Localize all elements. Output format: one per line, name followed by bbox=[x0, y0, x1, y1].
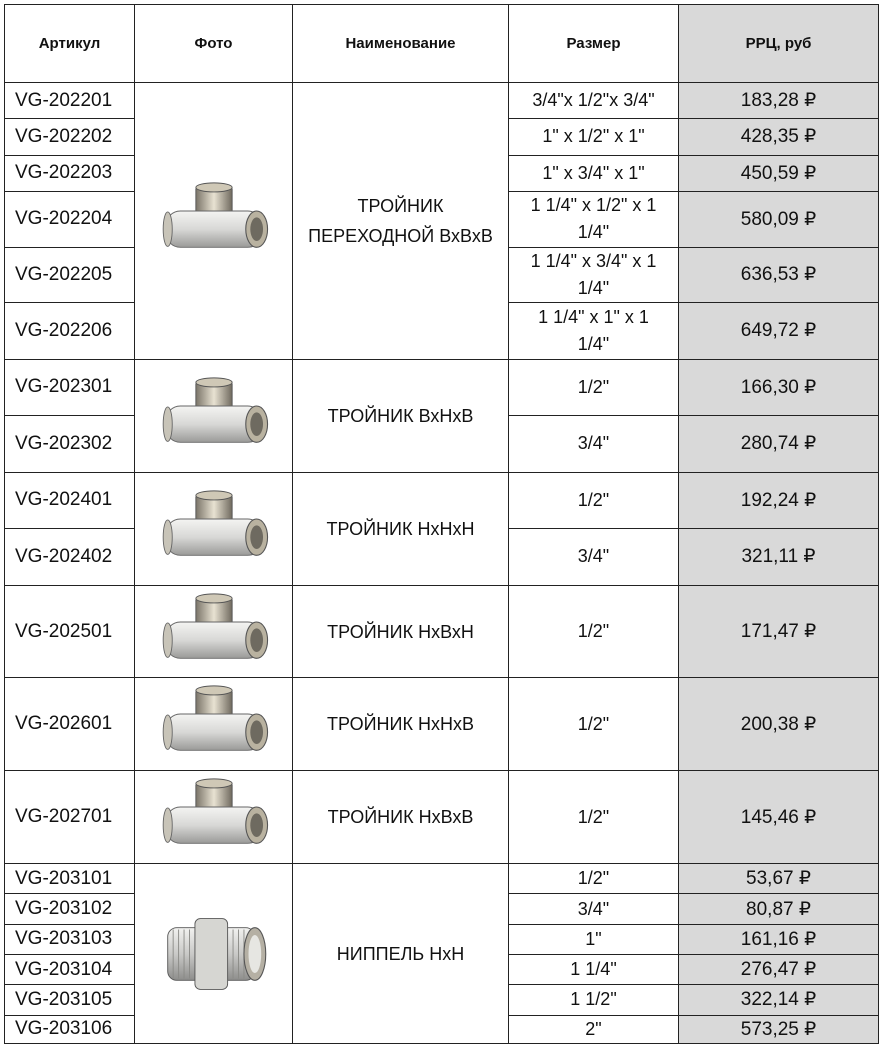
size-cell bbox=[509, 155, 679, 191]
product-name-cell: ТРОЙНИК НхВхВ bbox=[293, 771, 509, 864]
article-cell: VG-203105 bbox=[5, 985, 135, 1015]
price-cell: 322,14 ₽ bbox=[679, 985, 879, 1015]
column-header-size: Размер bbox=[509, 5, 679, 83]
size-cell bbox=[509, 955, 679, 985]
article-cell: VG-202302 bbox=[5, 416, 135, 473]
article-cell: VG-203102 bbox=[5, 894, 135, 924]
tee-fitting-icon bbox=[135, 683, 292, 765]
table-row bbox=[5, 472, 879, 529]
article-cell: VG-203101 bbox=[5, 864, 135, 894]
article-cell: VG-202202 bbox=[5, 119, 135, 155]
product-photo-cell bbox=[135, 771, 293, 864]
article-cell: VG-202201 bbox=[5, 83, 135, 119]
size-cell bbox=[509, 529, 679, 586]
price-cell: 161,16 ₽ bbox=[679, 924, 879, 954]
price-cell: 200,38 ₽ bbox=[679, 678, 879, 771]
product-photo-cell bbox=[135, 585, 293, 678]
product-name-cell: ТРОЙНИК НхНхН bbox=[293, 472, 509, 585]
article-cell: VG-202206 bbox=[5, 303, 135, 360]
size-text: 1/2" bbox=[577, 621, 610, 642]
article-cell: VG-202701 bbox=[5, 771, 135, 864]
table-row bbox=[5, 864, 879, 894]
table-row bbox=[5, 771, 879, 864]
nipple-fitting-icon bbox=[135, 904, 292, 1004]
price-cell: 145,46 ₽ bbox=[679, 771, 879, 864]
size-cell bbox=[509, 771, 679, 864]
price-cell: 573,25 ₽ bbox=[679, 1015, 879, 1043]
price-cell: 636,53 ₽ bbox=[679, 247, 879, 303]
size-cell bbox=[509, 247, 679, 303]
table-row bbox=[5, 585, 879, 678]
table-row bbox=[5, 678, 879, 771]
price-cell: 276,47 ₽ bbox=[679, 955, 879, 985]
article-cell: VG-202204 bbox=[5, 191, 135, 247]
tee-fitting-icon bbox=[135, 488, 292, 570]
tee-fitting-icon bbox=[135, 375, 292, 457]
price-cell: 580,09 ₽ bbox=[679, 191, 879, 247]
size-cell bbox=[509, 83, 679, 119]
size-text: 1/2" bbox=[577, 806, 610, 827]
column-header-price: РРЦ, руб bbox=[679, 5, 879, 83]
table-row bbox=[5, 83, 879, 119]
price-cell: 280,74 ₽ bbox=[679, 416, 879, 473]
product-name-cell: ТРОЙНИК ВхНхВ bbox=[293, 359, 509, 472]
product-photo-cell bbox=[135, 359, 293, 472]
size-text: 3/4" bbox=[577, 433, 610, 454]
column-header-photo: Фото bbox=[135, 5, 293, 83]
size-cell bbox=[509, 894, 679, 924]
column-header-article: Артикул bbox=[5, 5, 135, 83]
size-text: 1 1/4" bbox=[570, 959, 617, 980]
article-cell: VG-202203 bbox=[5, 155, 135, 191]
price-table bbox=[4, 4, 879, 1044]
size-text: 3/4" bbox=[577, 898, 610, 919]
price-cell: 321,11 ₽ bbox=[679, 529, 879, 586]
size-text: 1 1/4" x 1/2" x 1 1/4" bbox=[530, 195, 657, 243]
size-text: 1/2" bbox=[577, 489, 610, 510]
size-text: 2" bbox=[585, 1018, 602, 1039]
size-cell bbox=[509, 864, 679, 894]
size-cell bbox=[509, 924, 679, 954]
product-photo-cell bbox=[135, 864, 293, 1044]
article-cell: VG-202301 bbox=[5, 359, 135, 416]
product-photo-cell bbox=[135, 678, 293, 771]
size-cell bbox=[509, 359, 679, 416]
price-cell: 171,47 ₽ bbox=[679, 585, 879, 678]
size-text: 1" x 1/2" x 1" bbox=[542, 126, 645, 147]
article-cell: VG-203104 bbox=[5, 955, 135, 985]
size-cell bbox=[509, 985, 679, 1015]
size-text: 1" bbox=[585, 928, 602, 949]
size-text: 1/2" bbox=[577, 376, 610, 397]
tee-fitting-icon bbox=[135, 776, 292, 858]
product-photo-cell bbox=[135, 83, 293, 360]
article-cell: VG-202601 bbox=[5, 678, 135, 771]
size-text: 1 1/4" x 1" x 1 1/4" bbox=[538, 306, 649, 354]
column-header-name: Наименование bbox=[293, 5, 509, 83]
product-name-cell: НИППЕЛЬ НхН bbox=[293, 864, 509, 1044]
product-photo-cell bbox=[135, 472, 293, 585]
article-cell: VG-202401 bbox=[5, 472, 135, 529]
size-text: 1" x 3/4" x 1" bbox=[542, 162, 645, 183]
article-cell: VG-203103 bbox=[5, 924, 135, 954]
product-name-cell: ТРОЙНИК НхВхН bbox=[293, 585, 509, 678]
price-cell: 192,24 ₽ bbox=[679, 472, 879, 529]
size-text: 3/4" bbox=[577, 546, 610, 567]
table-body bbox=[5, 83, 879, 1044]
size-text: 1/2" bbox=[577, 713, 610, 734]
header-row bbox=[5, 5, 879, 83]
size-text: 1/2" bbox=[577, 868, 610, 889]
article-cell: VG-203106 bbox=[5, 1015, 135, 1043]
size-cell bbox=[509, 191, 679, 247]
size-text: 1 1/2" bbox=[570, 989, 617, 1010]
price-cell: 428,35 ₽ bbox=[679, 119, 879, 155]
table-row bbox=[5, 359, 879, 416]
article-cell: VG-202205 bbox=[5, 247, 135, 303]
price-cell: 450,59 ₽ bbox=[679, 155, 879, 191]
price-cell: 183,28 ₽ bbox=[679, 83, 879, 119]
product-name-cell: ТРОЙНИК ПЕРЕХОДНОЙ ВхВхВ bbox=[293, 83, 509, 360]
tee-fitting-icon bbox=[135, 591, 292, 673]
size-cell bbox=[509, 119, 679, 155]
product-name-cell: ТРОЙНИК НхНхВ bbox=[293, 678, 509, 771]
size-text: 3/4"x 1/2"x 3/4" bbox=[532, 90, 655, 111]
article-cell: VG-202402 bbox=[5, 529, 135, 586]
size-cell bbox=[509, 416, 679, 473]
price-cell: 80,87 ₽ bbox=[679, 894, 879, 924]
article-cell: VG-202501 bbox=[5, 585, 135, 678]
size-cell bbox=[509, 1015, 679, 1043]
price-cell: 649,72 ₽ bbox=[679, 303, 879, 360]
size-text: 1 1/4" x 3/4" x 1 1/4" bbox=[530, 250, 657, 298]
size-cell bbox=[509, 303, 679, 360]
size-cell bbox=[509, 678, 679, 771]
price-cell: 166,30 ₽ bbox=[679, 359, 879, 416]
reducing-tee-fitting-icon bbox=[135, 180, 292, 262]
size-cell bbox=[509, 585, 679, 678]
size-cell bbox=[509, 472, 679, 529]
price-cell: 53,67 ₽ bbox=[679, 864, 879, 894]
